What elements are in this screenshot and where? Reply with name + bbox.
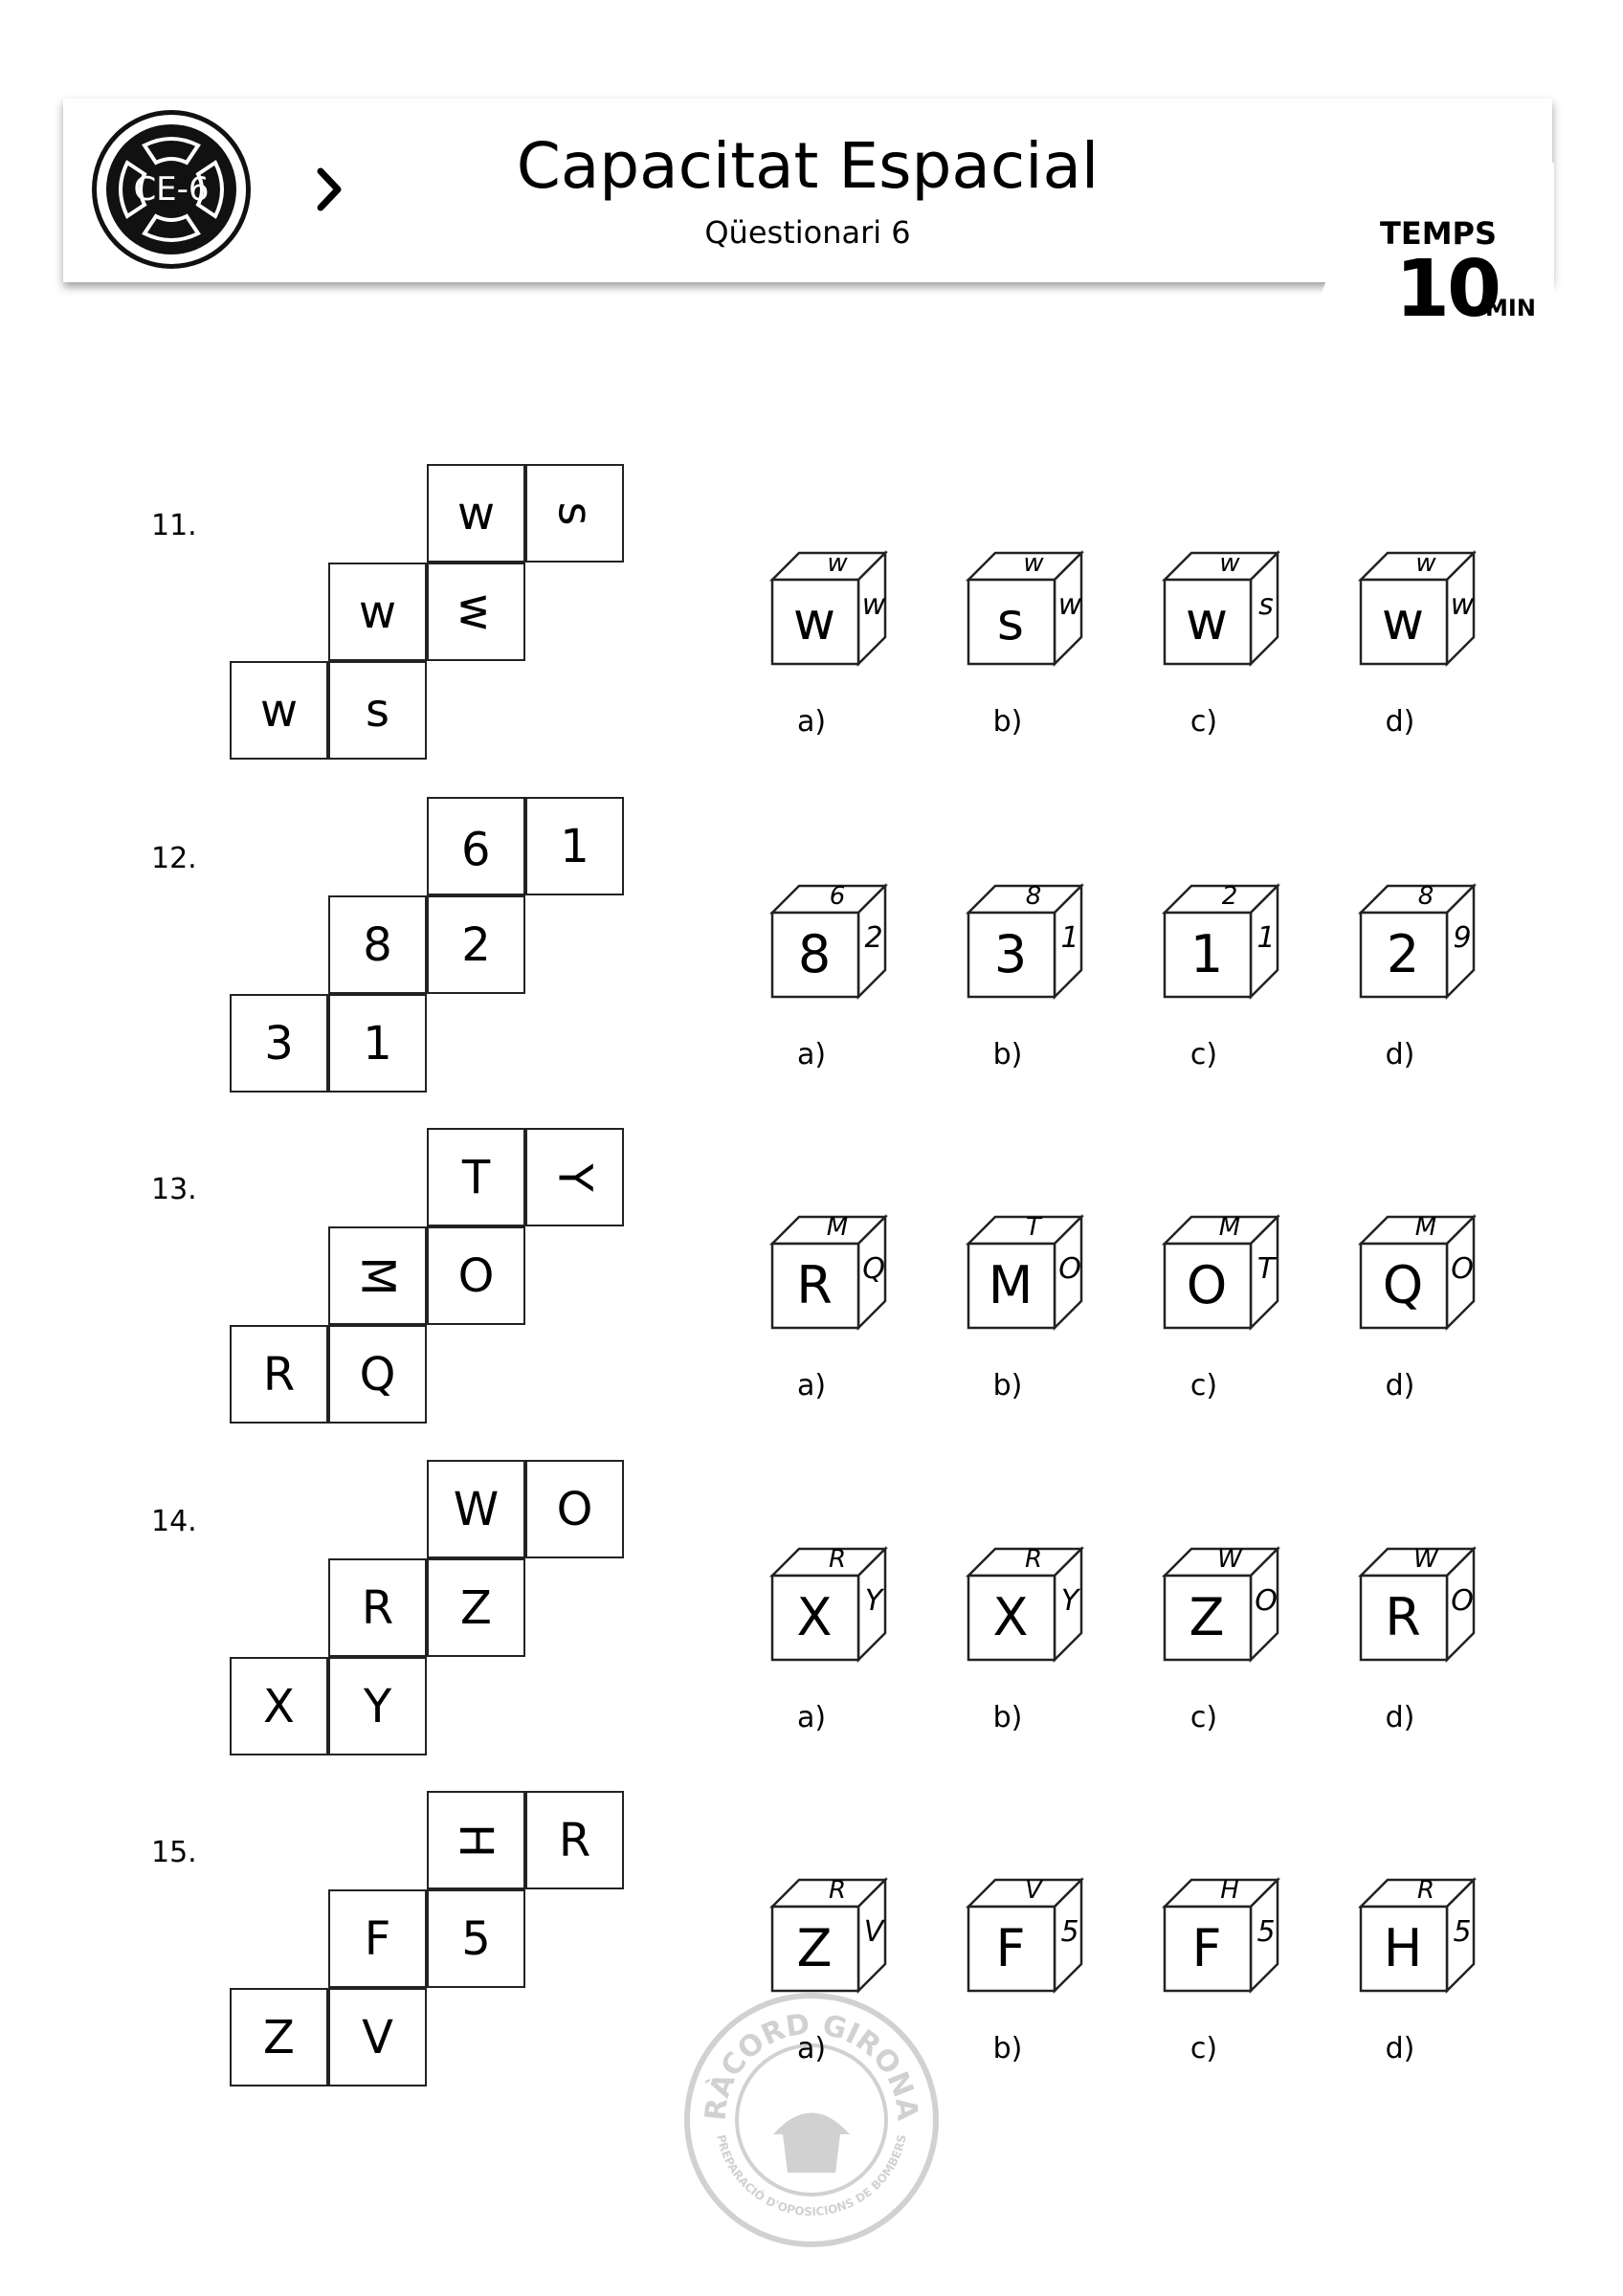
cube-side-face: w xyxy=(1450,588,1475,622)
net-cell-label: O xyxy=(457,1248,495,1303)
option-label[interactable]: d) xyxy=(1385,705,1415,739)
cube-side-face: 5 xyxy=(1060,1915,1079,1949)
net-cell-label: 1 xyxy=(363,1016,392,1071)
cube-front-face: F xyxy=(995,1918,1026,1978)
net-cell xyxy=(230,1657,328,1755)
answer-cube[interactable] xyxy=(1163,879,1285,1002)
cube-side-face: 2 xyxy=(864,921,883,955)
time-unit: MIN xyxy=(1485,295,1536,321)
net-cell-label: Z xyxy=(460,1580,492,1635)
net-cell xyxy=(427,1889,525,1988)
answer-cube[interactable] xyxy=(967,546,1089,669)
net-cell xyxy=(525,1791,624,1889)
net-cell xyxy=(230,1988,328,2086)
net-cell xyxy=(328,1889,427,1988)
cube-front-face: O xyxy=(1186,1255,1228,1315)
net-cell-label: 1 xyxy=(560,819,589,873)
time-value: 10 xyxy=(1395,244,1500,335)
net-cell-label: w xyxy=(456,486,496,541)
cube-top-face: M xyxy=(826,1213,849,1242)
net-cell-label: s xyxy=(547,500,602,526)
net-cell xyxy=(328,563,427,661)
answer-cube[interactable] xyxy=(967,1873,1089,1996)
option-label[interactable]: b) xyxy=(992,2032,1023,2065)
cube-side-face: 5 xyxy=(1256,1915,1276,1949)
cube-top-face: w xyxy=(1415,549,1436,578)
question-number: 14. xyxy=(151,1505,197,1538)
cube-front-face: Z xyxy=(1189,1587,1225,1647)
watermark-bottom-text: PREPARACIÓ D'OPOSICIONS DE BOMBERS xyxy=(714,2133,909,2219)
option-label[interactable]: c) xyxy=(1189,1038,1218,1071)
cube-top-face: w xyxy=(1023,549,1044,578)
option-label[interactable]: b) xyxy=(992,1038,1023,1071)
cube-side-face: O xyxy=(1451,1584,1474,1618)
net-cell-label: W xyxy=(453,1482,500,1536)
answer-cube[interactable] xyxy=(1359,1542,1481,1665)
answer-cube[interactable] xyxy=(1163,1873,1285,1996)
net-cell xyxy=(427,563,525,661)
cube-top-face: T xyxy=(1026,1213,1041,1242)
answer-cube[interactable] xyxy=(1163,1542,1285,1665)
net-cell-label: 8 xyxy=(363,917,392,972)
net-cell xyxy=(427,1558,525,1657)
net-cell-label: 9 xyxy=(461,819,491,873)
cube-side-face: 5 xyxy=(1453,1915,1472,1949)
net-cell-label: w xyxy=(259,683,299,738)
cube-front-face: 2 xyxy=(1386,924,1420,984)
answer-cube[interactable] xyxy=(967,1542,1089,1665)
question-number: 15. xyxy=(151,1836,197,1869)
watermark-seal xyxy=(682,1991,941,2249)
net-cell-label: Y xyxy=(547,1162,602,1192)
cube-side-face: w xyxy=(1057,588,1082,622)
cube-front-face: X xyxy=(992,1587,1029,1647)
net-cell xyxy=(427,1128,525,1226)
cube-side-face: Q xyxy=(862,1252,885,1286)
net-cell xyxy=(525,1128,624,1226)
watermark-top-text: RÀCORD GIRONA xyxy=(699,2007,924,2123)
option-label[interactable]: c) xyxy=(1189,705,1218,739)
option-label[interactable]: b) xyxy=(992,705,1023,739)
net-cell-label: w xyxy=(449,592,503,631)
cube-top-face: M xyxy=(1414,1213,1437,1242)
net-cell xyxy=(328,1558,427,1657)
net-cell-label: 5 xyxy=(461,1911,491,1966)
net-cell-label: T xyxy=(461,1150,491,1204)
net-cell xyxy=(427,464,525,563)
cube-front-face: Z xyxy=(796,1918,833,1978)
net-cell xyxy=(427,895,525,994)
cube-front-face: s xyxy=(996,591,1025,651)
answer-cube[interactable] xyxy=(1359,1873,1481,1996)
cube-front-face: H xyxy=(1383,1918,1423,1978)
net-cell-label: R xyxy=(262,1347,296,1402)
question-number: 13. xyxy=(151,1173,197,1206)
net-cell-label: 2 xyxy=(461,917,491,972)
option-label[interactable]: a) xyxy=(796,1701,827,1734)
cube-top-face: R xyxy=(828,1876,847,1905)
option-label[interactable]: d) xyxy=(1385,1038,1415,1071)
cube-side-face: 1 xyxy=(1256,921,1276,955)
net-cell-label: H xyxy=(449,1822,503,1858)
page-title: Capacitat Espacial xyxy=(516,129,1100,203)
cube-top-face: w xyxy=(827,549,848,578)
net-cell xyxy=(328,1988,427,2086)
net-cell xyxy=(328,661,427,760)
answer-cube[interactable] xyxy=(967,879,1089,1002)
answer-cube[interactable] xyxy=(770,1210,893,1333)
net-cell xyxy=(328,1657,427,1755)
cube-front-face: Q xyxy=(1382,1255,1424,1315)
net-cell-label: X xyxy=(263,1679,295,1733)
option-label[interactable]: a) xyxy=(796,1038,827,1071)
cube-side-face: Y xyxy=(1060,1584,1079,1618)
cube-top-face: R xyxy=(1416,1876,1435,1905)
net-cell-label: M xyxy=(350,1255,405,1296)
net-cell xyxy=(230,661,328,760)
net-cell xyxy=(328,1226,427,1325)
cube-top-face: H xyxy=(1220,1876,1239,1905)
answer-cube[interactable] xyxy=(1359,546,1481,669)
net-cell-label: Y xyxy=(363,1679,392,1733)
answer-cube[interactable] xyxy=(770,546,893,669)
net-cell xyxy=(427,1460,525,1558)
answer-cube[interactable] xyxy=(770,1873,893,1996)
answer-cube[interactable] xyxy=(1163,546,1285,669)
cube-side-face: Y xyxy=(864,1584,883,1618)
time-label: TEMPS xyxy=(1380,215,1498,252)
cube-front-face: M xyxy=(988,1255,1034,1315)
option-label[interactable]: d) xyxy=(1385,2032,1415,2065)
cube-top-face: W xyxy=(1217,1545,1242,1574)
net-cell-label: s xyxy=(365,683,389,738)
net-cell xyxy=(230,1325,328,1424)
option-label[interactable]: d) xyxy=(1385,1701,1415,1734)
answer-cube[interactable] xyxy=(770,879,893,1002)
header-bar xyxy=(63,99,1552,282)
answer-cube[interactable] xyxy=(1359,1210,1481,1333)
net-cell xyxy=(427,1791,525,1889)
cube-front-face: R xyxy=(1385,1587,1421,1647)
net-cell-label: Q xyxy=(359,1347,396,1402)
net-cell xyxy=(525,797,624,895)
cube-front-face: w xyxy=(1381,591,1425,651)
net-cell xyxy=(328,895,427,994)
cube-side-face: w xyxy=(861,588,886,622)
net-cell-label: O xyxy=(556,1482,593,1536)
net-cell xyxy=(525,464,624,563)
cube-top-face: V xyxy=(1025,1876,1042,1905)
cube-side-face: 1 xyxy=(1060,921,1079,955)
question-number: 12. xyxy=(151,842,197,875)
net-cell-label: R xyxy=(361,1580,394,1635)
answer-cube[interactable] xyxy=(770,1542,893,1665)
cube-top-face: R xyxy=(1024,1545,1043,1574)
cube-front-face: 3 xyxy=(993,924,1028,984)
cube-front-face: w xyxy=(792,591,836,651)
net-cell xyxy=(328,994,427,1093)
cube-side-face: O xyxy=(1451,1252,1474,1286)
net-cell-label: F xyxy=(364,1911,391,1966)
option-label[interactable]: a) xyxy=(796,705,827,739)
cube-side-face: 9 xyxy=(1453,921,1472,955)
badge-code: CE-6 xyxy=(133,170,210,209)
question-number: 11. xyxy=(151,509,197,542)
net-cell xyxy=(427,1226,525,1325)
option-label[interactable]: b) xyxy=(992,1701,1023,1734)
cube-front-face: 8 xyxy=(797,924,832,984)
cube-side-face: O xyxy=(1058,1252,1081,1286)
cube-top-face: 2 xyxy=(1221,882,1238,911)
cube-front-face: 1 xyxy=(1189,924,1224,984)
cube-front-face: w xyxy=(1185,591,1229,651)
cube-side-face: O xyxy=(1255,1584,1278,1618)
cube-front-face: R xyxy=(796,1255,833,1315)
answer-cube[interactable] xyxy=(1163,1210,1285,1333)
option-label[interactable]: a) xyxy=(796,1369,827,1402)
answer-cube[interactable] xyxy=(967,1210,1089,1333)
net-cell-label: w xyxy=(358,585,397,639)
option-label[interactable]: c) xyxy=(1189,1369,1218,1402)
cube-front-face: F xyxy=(1191,1918,1222,1978)
option-label[interactable]: d) xyxy=(1385,1369,1415,1402)
cube-top-face: R xyxy=(828,1545,847,1574)
option-label[interactable]: c) xyxy=(1189,2032,1218,2065)
net-cell xyxy=(525,1460,624,1558)
net-cell-label: V xyxy=(362,2010,393,2064)
cube-top-face: 6 xyxy=(829,882,846,911)
page-subtitle: Qüestionari 6 xyxy=(704,214,911,251)
cube-top-face: W xyxy=(1413,1545,1438,1574)
cube-front-face: X xyxy=(796,1587,833,1647)
cube-top-face: w xyxy=(1219,549,1240,578)
net-cell xyxy=(230,994,328,1093)
option-label[interactable]: b) xyxy=(992,1369,1023,1402)
net-cell-label: R xyxy=(558,1813,591,1867)
net-cell xyxy=(328,1325,427,1424)
cube-side-face: V xyxy=(863,1915,884,1949)
cube-top-face: 8 xyxy=(1025,882,1042,911)
cube-top-face: M xyxy=(1218,1213,1241,1242)
cube-side-face: s xyxy=(1258,588,1274,622)
cube-side-face: T xyxy=(1256,1252,1276,1286)
net-cell-label: Z xyxy=(263,2010,295,2064)
cube-top-face: 8 xyxy=(1417,882,1434,911)
option-label[interactable]: a) xyxy=(796,2032,827,2065)
option-label[interactable]: c) xyxy=(1189,1701,1218,1734)
answer-cube[interactable] xyxy=(1359,879,1481,1002)
net-cell xyxy=(427,797,525,895)
net-cell-label: 3 xyxy=(264,1016,294,1071)
